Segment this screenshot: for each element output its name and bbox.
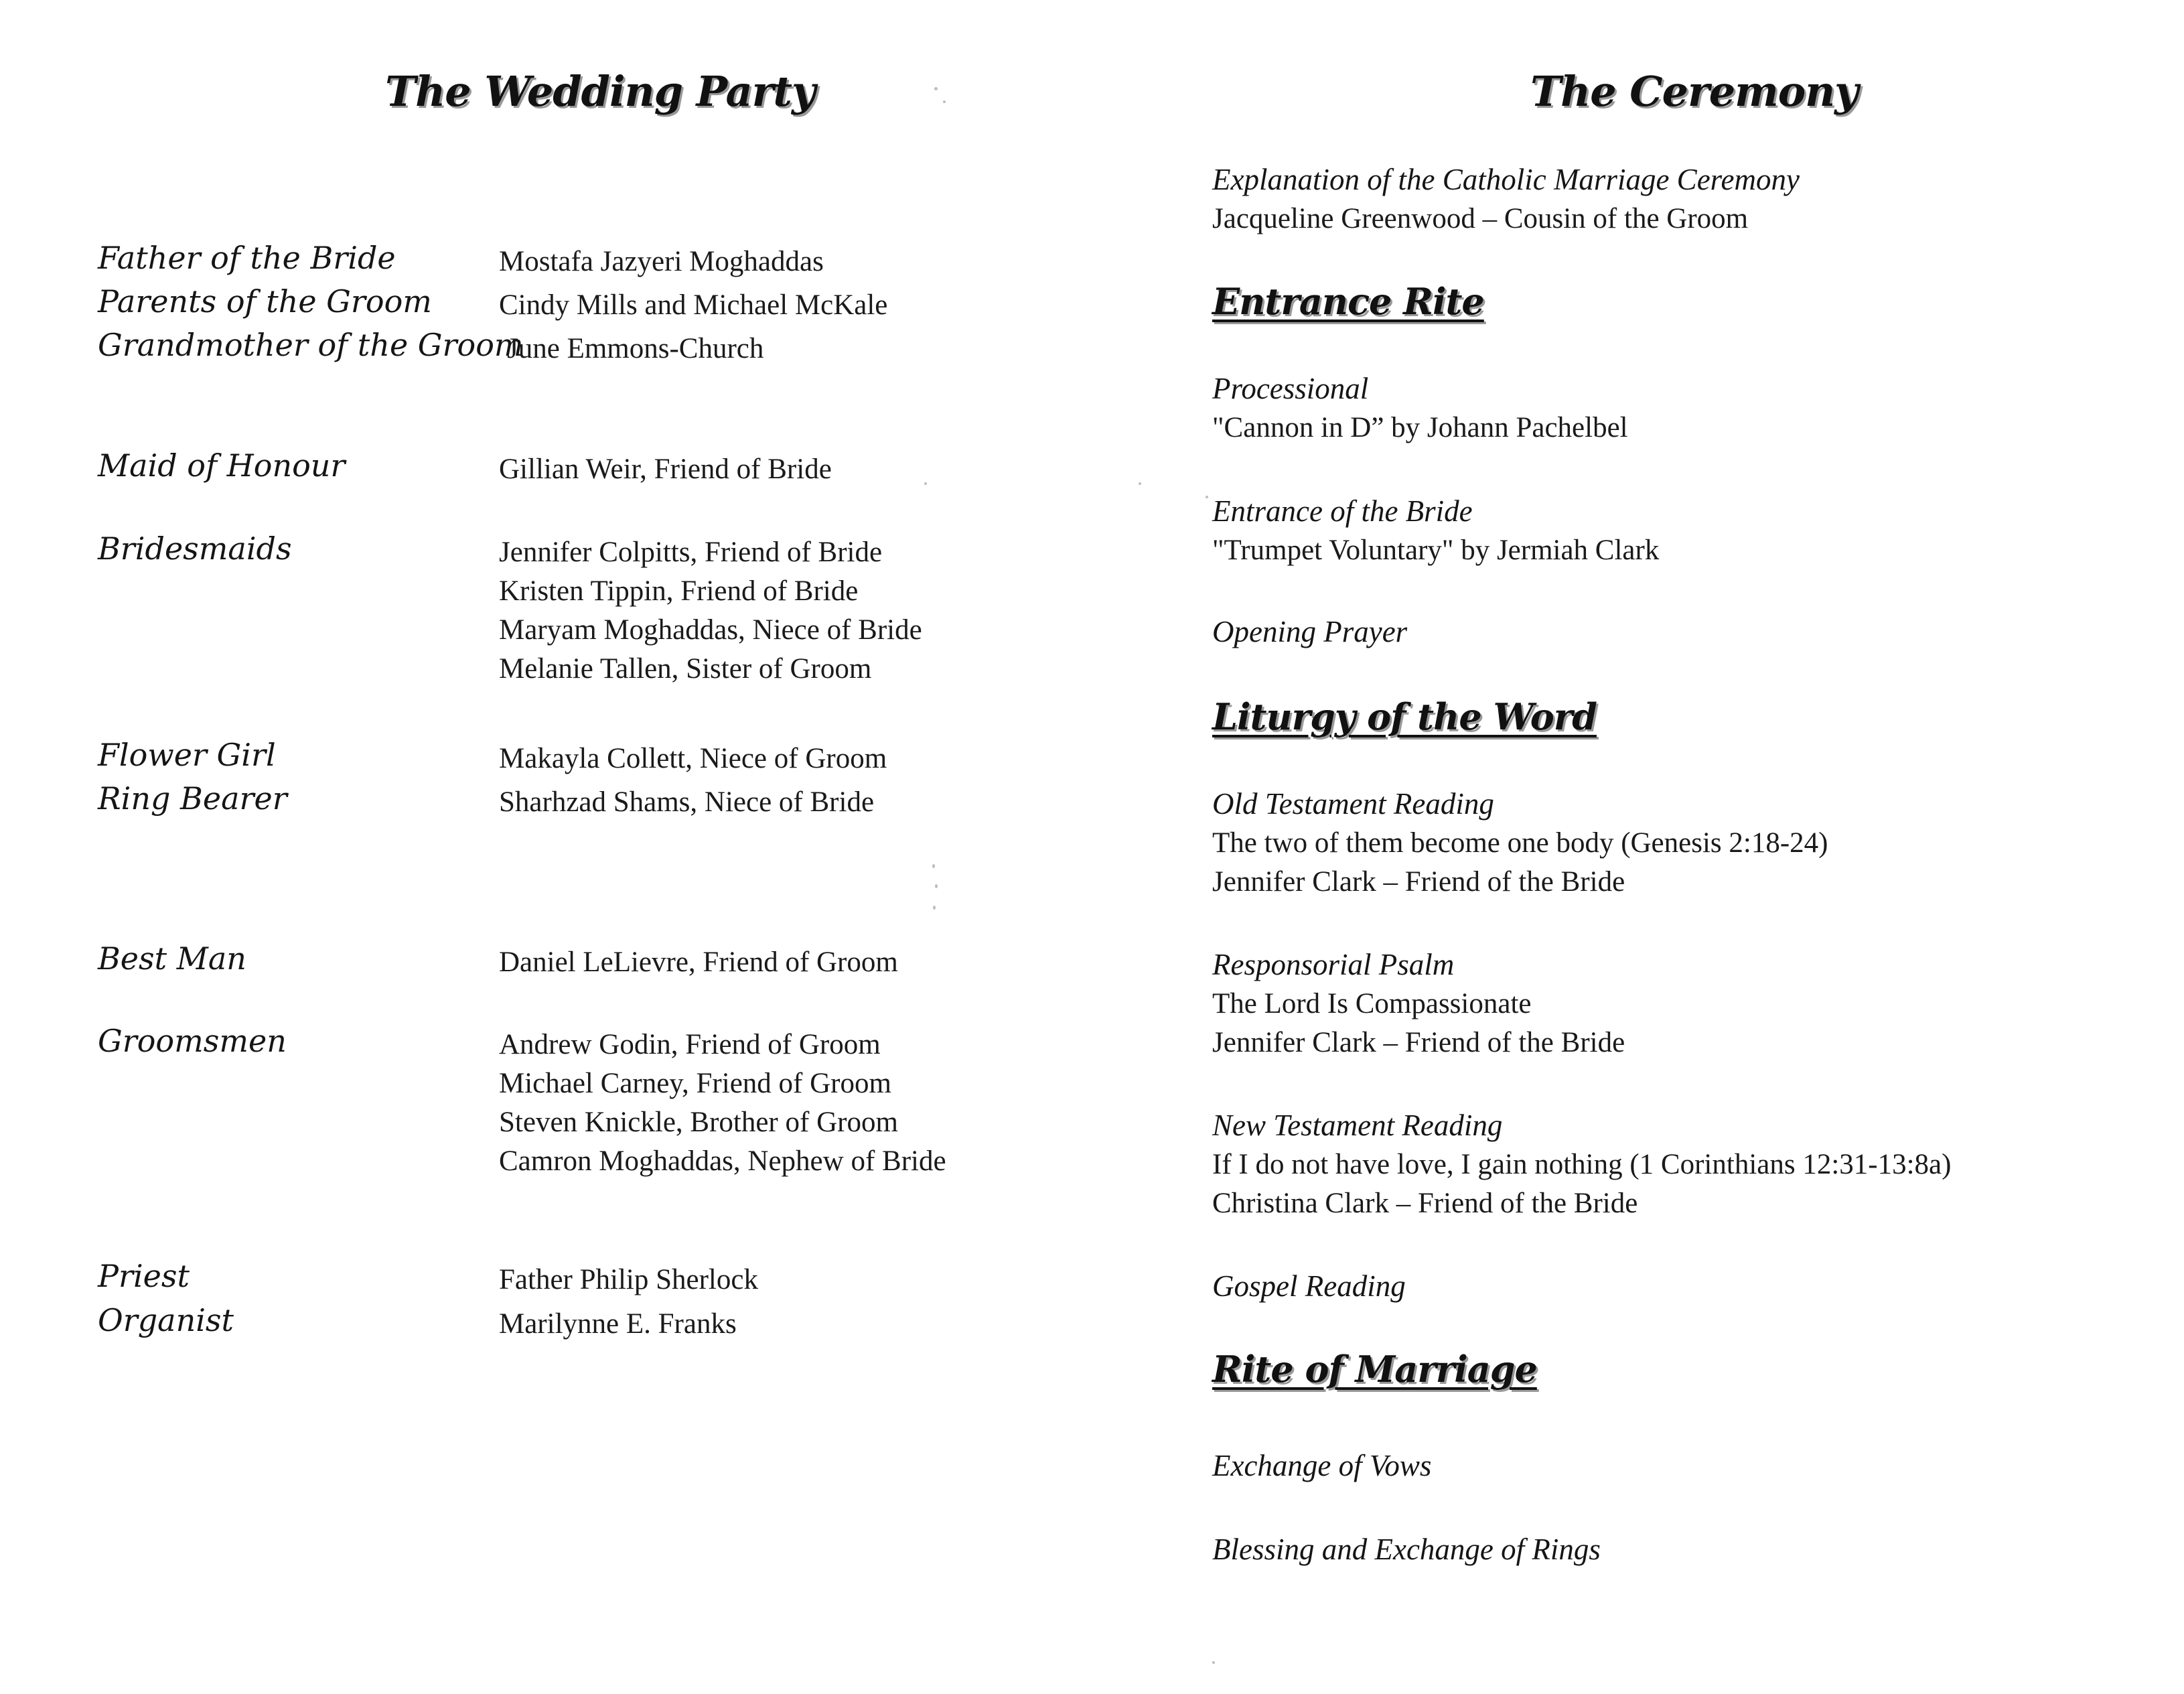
role-label: Best Man — [98, 940, 246, 977]
party-member-name: Jennifer Colpitts, Friend of Bride — [499, 537, 883, 568]
program-item-gospel-reading — [1212, 1266, 1406, 1306]
names-list — [499, 1026, 946, 1181]
role-label: Flower Girl — [98, 737, 276, 773]
program-item-title: Explanation of the Catholic Marriage Ceremony — [1212, 163, 1800, 196]
program-item-exchange-of-vows — [1212, 1445, 1431, 1486]
wedding-party-title: The Wedding Party — [385, 67, 815, 116]
program-item-detail: Jennifer Clark – Friend of the Bride — [1212, 866, 1625, 898]
party-member-name: Mostafa Jazyeri Moghaddas — [499, 246, 824, 277]
scan-speck — [1206, 496, 1208, 498]
names-list — [499, 1261, 758, 1299]
party-member-name: Marilynne E. Franks — [499, 1308, 737, 1340]
role-label: Bridesmaids — [98, 531, 292, 567]
party-member-name: Gillian Weir, Friend of Bride — [499, 453, 832, 485]
program-item-detail: If I do not have love, I gain nothing (1 Corinthians 12:31-13:8a) — [1212, 1149, 1952, 1180]
party-member-name: Cindy Mills and Michael McKale — [499, 289, 888, 321]
ceremony-intro — [1212, 159, 1800, 238]
role-label: Organist — [98, 1302, 234, 1338]
section-heading-entrance-rite: Entrance Rite — [1212, 280, 1484, 323]
program-item-detail: "Cannon in D” by Johann Pachelbel — [1212, 412, 1628, 443]
scan-speck — [934, 87, 938, 90]
program-item-detail: Christina Clark – Friend of the Bride — [1212, 1188, 1638, 1219]
names-list — [499, 943, 898, 982]
program-item-new-testament-reading — [1212, 1105, 1951, 1223]
ceremony-title: The Ceremony — [1530, 67, 1859, 116]
program-item-detail: Jacqueline Greenwood – Cousin of the Groom — [1212, 203, 1749, 234]
names-list — [499, 1305, 737, 1344]
names-list — [499, 783, 874, 822]
party-member-name: Makayla Collett, Niece of Groom — [499, 743, 887, 774]
ceremony-page — [1092, 0, 2184, 1694]
party-member-name: Steven Knickle, Brother of Groom — [499, 1107, 898, 1138]
program-item-opening-prayer — [1212, 612, 1407, 652]
party-member-name: Daniel LeLievre, Friend of Groom — [499, 946, 898, 978]
names-list — [499, 739, 887, 778]
program-item-title: Entrance of the Bride — [1212, 494, 1473, 528]
role-label: Grandmother of the Groom — [98, 327, 524, 363]
party-member-name: Sharhzad Shams, Niece of Bride — [499, 786, 875, 818]
role-label: Groomsmen — [98, 1023, 287, 1059]
scan-speck — [935, 884, 938, 888]
party-member-name: Kristen Tippin, Friend of Bride — [499, 575, 859, 607]
role-label: Parents of the Groom — [98, 283, 432, 320]
program-item-detail: Jennifer Clark – Friend of the Bride — [1212, 1027, 1625, 1058]
names-list — [507, 330, 763, 368]
scan-speck — [933, 906, 936, 910]
names-list — [499, 450, 832, 489]
role-label: Priest — [98, 1258, 190, 1294]
party-member-name: Father Philip Sherlock — [499, 1264, 758, 1295]
scan-speck — [1139, 482, 1141, 485]
program-item-detail: "Trumpet Voluntary" by Jermiah Clark — [1212, 535, 1660, 566]
program-item-old-testament-reading — [1212, 784, 1828, 902]
role-label: Ring Bearer — [98, 780, 287, 817]
party-member-name: Andrew Godin, Friend of Groom — [499, 1029, 881, 1060]
program-item-title: Responsorial Psalm — [1212, 948, 1455, 981]
program-item-title: Gospel Reading — [1212, 1269, 1406, 1303]
section-heading-rite-of-marriage: Rite of Marriage — [1212, 1348, 1537, 1391]
scan-speck — [1212, 1661, 1215, 1664]
names-list — [499, 242, 824, 281]
party-member-name: Camron Moghaddas, Nephew of Bride — [499, 1145, 946, 1177]
program-item-responsorial-psalm — [1212, 944, 1625, 1062]
program-item-blessing-and-rings — [1212, 1529, 1601, 1569]
program-item-title: Exchange of Vows — [1212, 1449, 1432, 1482]
names-list — [499, 286, 887, 325]
scan-speck — [924, 482, 927, 485]
names-list — [499, 533, 922, 689]
section-heading-liturgy-of-the-word: Liturgy of the Word — [1212, 695, 1597, 738]
party-member-name: June Emmons-Church — [507, 333, 764, 364]
party-member-name: Melanie Tallen, Sister of Groom — [499, 653, 872, 685]
party-member-name: Michael Carney, Friend of Groom — [499, 1068, 891, 1099]
program-item-detail: The Lord Is Compassionate — [1212, 988, 1532, 1019]
program-item-title: Processional — [1212, 372, 1369, 405]
role-label: Maid of Honour — [98, 447, 346, 484]
program-item-processional — [1212, 368, 1628, 447]
scan-speck — [943, 100, 946, 103]
party-member-name: Maryam Moghaddas, Niece of Bride — [499, 614, 922, 646]
program-item-title: Blessing and Exchange of Rings — [1212, 1533, 1601, 1566]
program-item-title: Old Testament Reading — [1212, 787, 1494, 821]
program-item-entrance-of-bride — [1212, 491, 1659, 570]
program-item-title: Opening Prayer — [1212, 615, 1408, 648]
program-item-detail: The two of them become one body (Genesis 2:18-24) — [1212, 827, 1828, 859]
scan-speck — [932, 864, 935, 868]
role-label: Father of the Bride — [98, 240, 396, 276]
program-item-title: New Testament Reading — [1212, 1109, 1503, 1142]
